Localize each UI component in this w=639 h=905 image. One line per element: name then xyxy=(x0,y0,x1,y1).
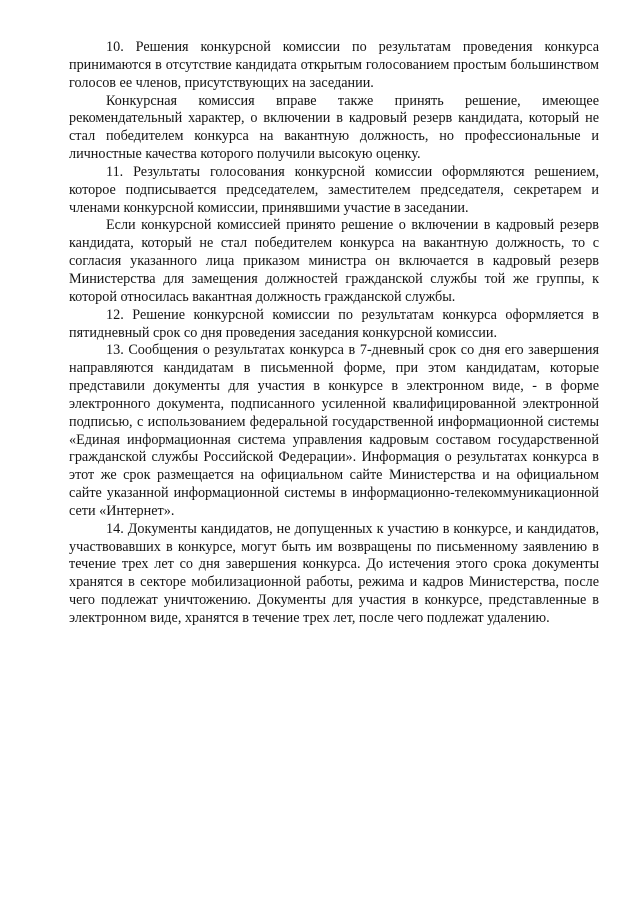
paragraph-reserve-recommendation: Конкурсная комиссия вправе также принять решение, имеющее рекомендательный характер, о включении в кадровый резерв кандидата, который не стал победителем конкурса на вакантную должность, но профессиональные и личностные качества которого получили высокую оценку. xyxy=(69,92,599,163)
paragraph-14-documents: 14. Документы кандидатов, не допущенных к участию в конкурсе, и кандидатов, участвовавших в конкурсе, могут быть им возвращены по письменному заявлению в течение трех лет со дня завершения конкурса. До истечения этого срока документы хранятся в секторе мобилизационной работы, режима и кадров Министерства, после чего подлежат уничтожению. Документы для участия в конкурсе, представленные в электронном виде, хранятся в течение трех лет, после чего подлежат удалению. xyxy=(69,520,599,626)
paragraph-reserve-inclusion: Если конкурсной комиссией принято решение о включении в кадровый резерв кандидата, который не стал победителем конкурса на вакантную должность, то с согласия указанного лица приказом министра он включается в кадровый резерв Министерства для замещения должностей гражданской службы той же группы, к которой относилась вакантная должность гражданской службы. xyxy=(69,217,599,305)
paragraph-10-voting: 10. Решения конкурсной комиссии по результатам проведения конкурса принимаются в отсутствие кандидата открытым голосованием простым большинством голосов ее членов, присутствующих на заседании. xyxy=(69,39,599,91)
paragraph-13-notifications: 13. Сообщения о результатах конкурса в 7-дневный срок со дня его завершения направляются кандидатам в письменной форме, при этом кандидатам, которые представили документы для участия в конкурсе в электронном виде, - в форме электронного документа, подписанного усиленной квалифицированной электронной подписью, с использованием федеральной государственной информационной системы «Единая информационная система управления кадровым составом государственной гражданской службы Российской Федерации». Информация о результатах конкурса в этот же срок размещается на официальном сайте Министерства и на официальном сайте указанной информационной системы в информационно-телекоммуникационной сети «Интернет». xyxy=(69,342,599,519)
paragraph-11-results: 11. Результаты голосования конкурсной комиссии оформляются решением, которое подписывается председателем, заместителем председателя, секретарем и членами конкурсной комиссии, принявшими участие в заседании. xyxy=(69,163,599,216)
document-body xyxy=(69,39,599,628)
paragraph-12-decision: 12. Решение конкурсной комиссии по результатам конкурса оформляется в пятидневный срок со дня проведения заседания конкурсной комиссии. xyxy=(69,306,599,341)
